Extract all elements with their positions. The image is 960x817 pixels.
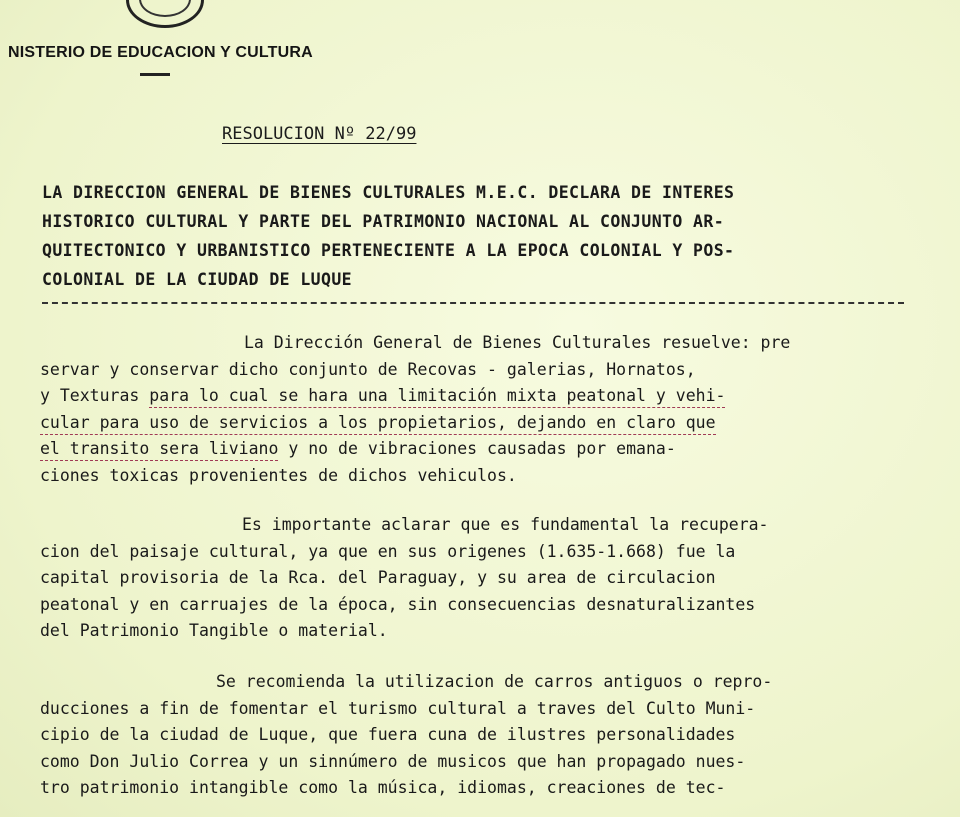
dashed-separator (42, 302, 904, 304)
paragraph-line (40, 410, 910, 437)
paragraph-line: ciones toxicas provenientes de dichos vehiculos. (40, 465, 517, 485)
resolution-heading (42, 178, 872, 294)
ministry-header: NISTERIO DE EDUCACION Y CULTURA (8, 44, 313, 61)
paragraph-text: y no de vibraciones causadas por emana- (278, 439, 676, 458)
underlined-text: el transito sera liviano (40, 439, 278, 461)
heading-line: QUITECTONICO Y URBANISTICO PERTENECIENTE A LA EPOCA COLONIAL Y POS- (42, 241, 735, 260)
paragraph-line: Es importante aclarar que es fundamental la recupera- (242, 515, 769, 534)
paragraph-line: Se recomienda la utilizacion de carros antiguos o repro- (216, 672, 773, 691)
paragraph-line: cion del paisaje cultural, ya que en sus origenes (1.635-1.668) fue la (40, 541, 736, 561)
paragraph-line: ducciones a fin de fomentar el turismo cultural a traves del Culto Muni- (40, 698, 756, 718)
resolution-title: RESOLUCION Nº 22/99 (222, 124, 417, 144)
paragraph-line: cipio de la ciudad de Luque, que fuera cuna de ilustres personalidades (40, 725, 736, 744)
underlined-text: cular para uso de servicios a los propietarios, dejando en claro que (40, 413, 716, 435)
paragraph-1 (40, 330, 910, 489)
paragraph-line: peatonal y en carruajes de la época, sin consecuencias desnaturalizantes (40, 594, 756, 614)
paragraph-text: y Texturas (40, 386, 150, 405)
underlined-text: para lo cual se hara una limitación mixta peatonal y vehi- (149, 386, 725, 408)
heading-line: LA DIRECCION GENERAL DE BIENES CULTURALES M.E.C. DECLARA DE INTERES (42, 183, 735, 202)
paragraph-line (40, 383, 910, 410)
header-rule (140, 73, 170, 76)
paragraph-line: servar y conservar dicho conjunto de Recovas - galerias, Hornatos, (40, 359, 696, 379)
paragraph-2 (40, 512, 910, 645)
paragraph-line: del Patrimonio Tangible o material. (40, 621, 388, 640)
heading-line: COLONIAL DE LA CIUDAD DE LUQUE (42, 270, 353, 289)
paragraph-line: tro patrimonio intangible como la música, idiomas, creaciones de tec- (40, 778, 726, 797)
paragraph-line: como Don Julio Correa y un sinnúmero de musicos que han propagado nues- (40, 751, 746, 771)
paragraph-line: capital provisoria de la Rca. del Paraguay, y su area de circulacion (40, 568, 716, 587)
ministry-seal (126, 0, 204, 28)
paragraph-line: La Dirección General de Bienes Culturales resuelve: pre (244, 333, 791, 352)
paragraph-3 (40, 669, 910, 802)
heading-line: HISTORICO CULTURAL Y PARTE DEL PATRIMONIO NACIONAL AL CONJUNTO AR- (42, 212, 725, 231)
paragraph-line (40, 436, 910, 463)
